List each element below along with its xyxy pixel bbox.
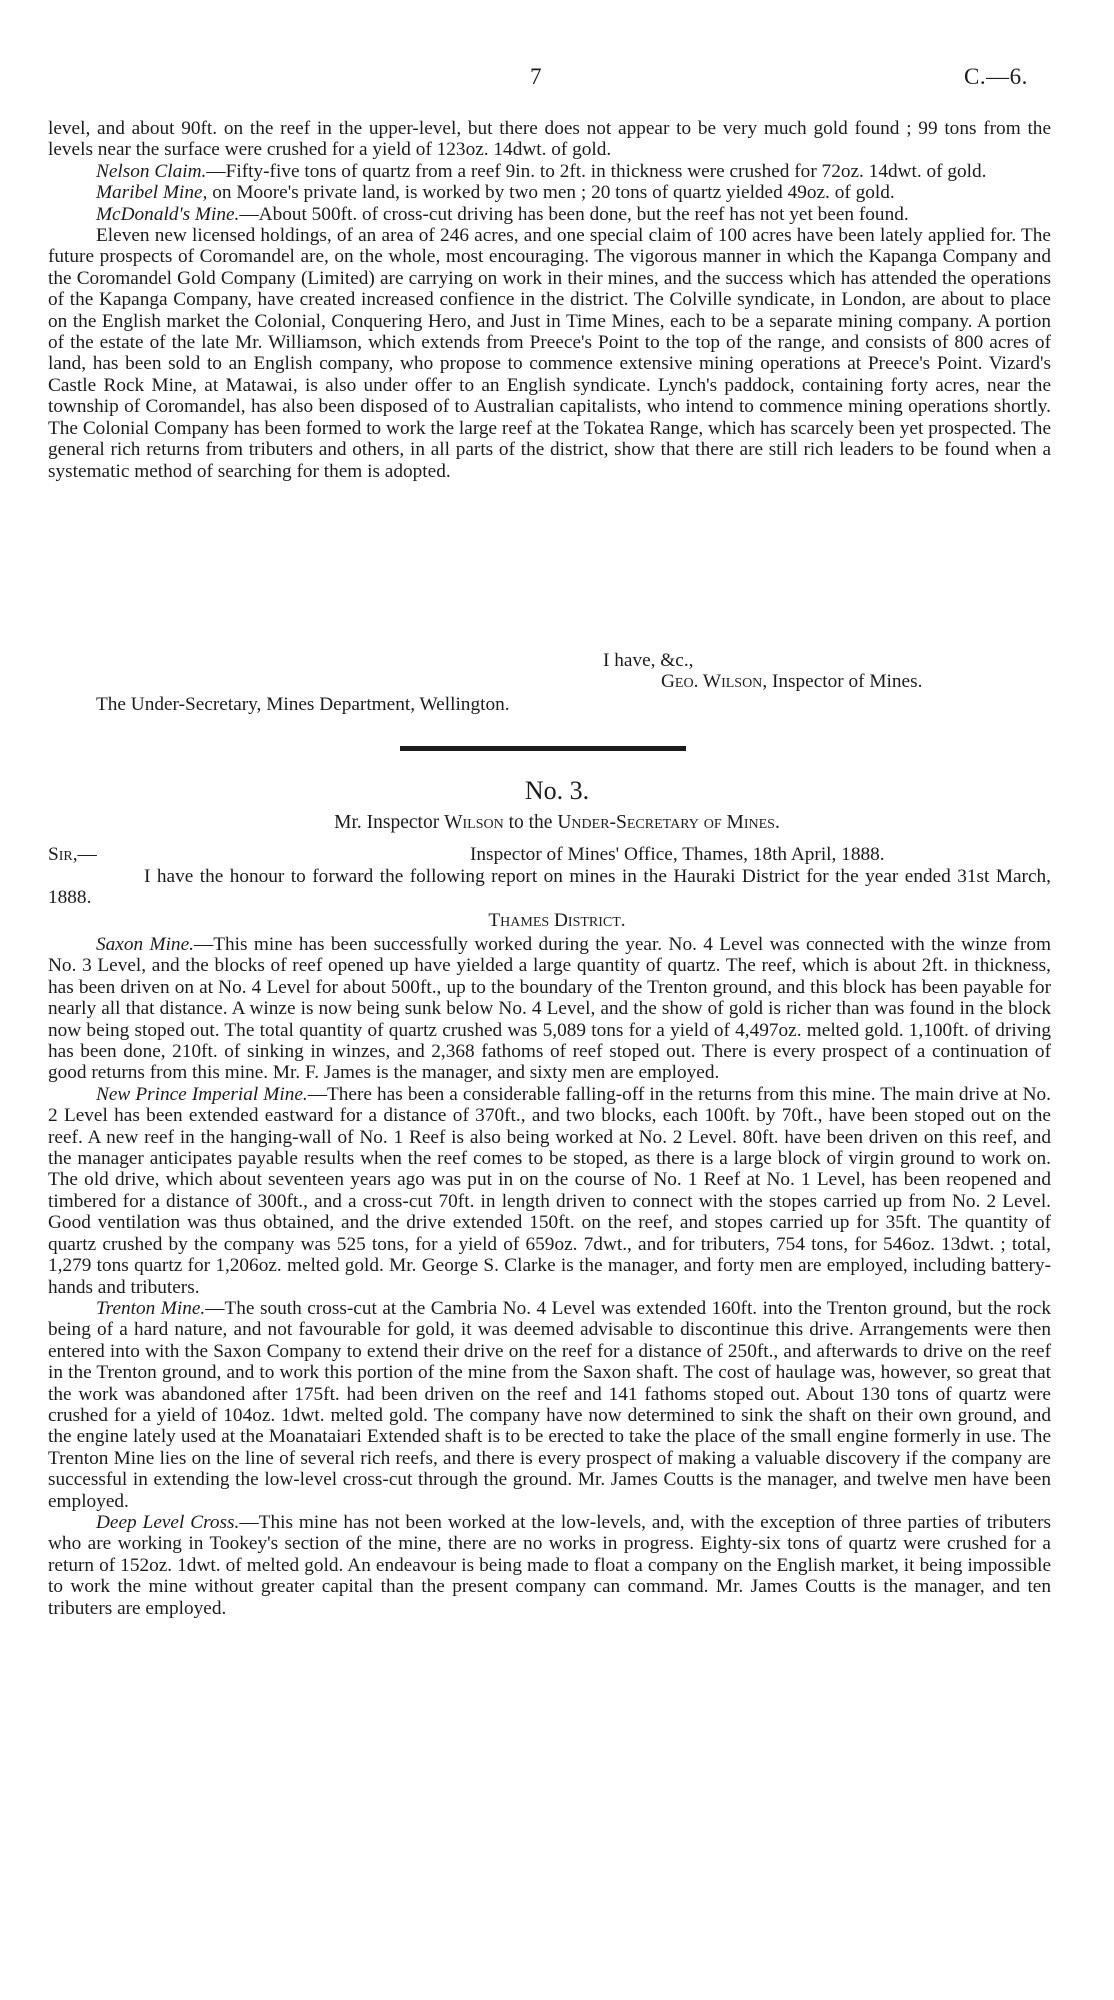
- paragraph-mcdonalds-mine: McDonald's Mine.—About 500ft. of cross-cut driving has been done, but the reef has not yet been found.: [96, 203, 909, 225]
- paragraph-intro: I have the honour to forward the following report on mines in the Hauraki District for the year ended 31st March, 1888.: [48, 866, 1051, 909]
- heading-saxon-mine: Saxon Mine.: [96, 934, 194, 955]
- signature-line: Geo. Wilson, Inspector of Mines.: [661, 671, 923, 692]
- signature-closing: I have, &c.,: [603, 650, 694, 671]
- paragraph-maribel-mine: Maribel Mine, on Moore's private land, is worked by two men ; 20 tons of quartz yielded 49oz. of gold.: [96, 182, 895, 204]
- heading-trenton-mine: Trenton Mine.: [96, 1297, 206, 1319]
- heading-mcdonalds-mine: McDonald's Mine.: [96, 203, 240, 225]
- signatory-name: Geo. Wilson: [661, 671, 763, 692]
- page-number: 7: [530, 64, 542, 89]
- paragraph-trenton-mine: Trenton Mine.—The south cross-cut at the Cambria No. 4 Level was extended 160ft. into the Trenton ground, but the rock being of a hard nature, and not favourable for gold, it was deemed advisable to discontinue this drive. Arrangements were then entered into with the Saxon Company to extend their drive on the reef for a distance of 250ft., and afterwards to drive on the reef in the Trenton ground, and to work this portion of the mine from the Saxon shaft. The cost of haulage was, however, so great that the work was abandoned after 175ft. had been driven on the reef and 141 fathoms stoped out. About 130 tons of quartz were crushed for a yield of 104oz. 1dwt. melted gold. The company have now determined to sink the shaft on their own ground, and the engine lately used at the Moanataiari Extended shaft is to be erected to take the place of the small engine formerly in use. The Trenton Mine lies on the line of several rich reefs, and there is every prospect of making a valuable discovery if the company are successful in extending the low-level cross-cut through the ground. Mr. James Coutts is the manager, and twelve men have been employed.: [48, 1297, 1051, 1512]
- section-number: No. 3.: [524, 776, 590, 805]
- paragraph-deep-level-cross: Deep Level Cross.—This mine has not been worked at the low-levels, and, with the exception of three parties of tributers who are working in Tookey's section of the mine, there are no works in progress. Eighty-six tons of quartz were crushed for a return of 152oz. 1dwt. of melted gold. An endeavour is being made to float a company on the English market, it being impossible to work the mine without greater capital than the present company can command. Mr. James Coutts is the manager, and ten tributers are employed.: [48, 1511, 1051, 1619]
- paragraph-saxon-mine: Saxon Mine.—This mine has been successfully worked during the year. No. 4 Level was connected with the winze from No. 3 Level, and the blocks of reef opened up have yielded a large quantity of quartz. The reef, which is about 2ft. in thickness, has been driven on at No. 4 Level for about 500ft., up to the boundary of the Trenton ground, and this block has been payable for nearly all that distance. A winze is now being sunk below No. 4 Level, and the show of gold is richer than was found in the block now being stoped out. The total quantity of quartz crushed was 5,089 tons for a yield of 4,497oz. melted gold. 1,100ft. of driving has been done, 210ft. of sinking in winzes, and 2,368 fathoms of reef stoped out. There is every prospect of a continuation of good returns from this mine. Mr. F. James is the manager, and sixty men are employed.: [48, 934, 1051, 1084]
- heading-deep-level-cross: Deep Level Cross.: [96, 1511, 240, 1533]
- salutation: Sir,—: [48, 844, 97, 865]
- paragraph-upper-level: level, and about 90ft. on the reef in the upper-level, but there does not appear to be very much gold found ; 99 tons from the levels near the surface were crushed for a yield of 123oz. 14dwt. of gold.: [48, 118, 1051, 161]
- document-reference: C.—6.: [964, 64, 1028, 89]
- section-divider: [400, 746, 686, 751]
- intro-block: [48, 866, 1051, 909]
- thames-mines: [48, 934, 1051, 1619]
- paragraph-new-prince-imperial: New Prince Imperial Mine.—There has been a considerable falling-off in the returns from this mine. The main drive at No. 2 Level has been extended eastward for a distance of 370ft., and two blocks, each 100ft. by 70ft., have been stoped out on the reef. A new reef in the hanging-wall of No. 1 Reef is also being worked at No. 2 Level. 80ft. have been driven on this reef, and the manager anticipates payable results when the reef comes to be stoped, as there is a large block of virgin ground to work on. The old drive, which about seventeen years ago was put in on the course of No. 1 Reef at No. 1 Level, has been reopened and timbered for a distance of 300ft., and a cross-cut 70ft. in length driven to connect with the stopes carried up from No. 2 Level. Good ventilation was thus obtained, and the drive extended 150ft. on the reef, and stopes carried up for 35ft. The quantity of quartz crushed by the company was 525 tons, for a yield of 659oz. 7dwt., and for tributers, 754 tons, for 546oz. 13dwt. ; total, 1,279 tons quartz for 1,206oz. melted gold. Mr. George S. Clarke is the manager, and forty men are employed, including battery-hands and tributers.: [48, 1083, 1051, 1298]
- heading-nelson-claim: Nelson Claim.: [96, 160, 207, 182]
- paragraph-nelson-claim: Nelson Claim.—Fifty-five tons of quartz from a reef 9in. to 2ft. in thickness were crushed for 72oz. 14dwt. of gold.: [96, 160, 987, 182]
- paragraph-prospects: Eleven new licensed holdings, of an area of 246 acres, and one special claim of 100 acres have been lately applied for. The future prospects of Coromandel are, on the whole, most encouraging. The vigorous manner in which the Kapanga Company and the Coromandel Gold Company (Limited) are carrying on work in their mines, and the success which has attended the operations of the Kapanga Company, have created increased confience in the district. The Colville syndicate, in London, are about to place on the English market the Colonial, Conquering Hero, and Just in Time Mines, each to be a separate mining company. A portion of the estate of the late Mr. Williamson, which extends from Preece's Point to the top of the range, and consists of 800 acres of land, has been sold to an English company, who propose to commence extensive mining operations at Preece's Point. Vizard's Castle Rock Mine, at Matawai, is also under offer to an English syndicate. Lynch's paddock, containing forty acres, near the township of Coromandel, has also been disposed of to Australian capitalists, who intend to commence mining operations shortly. The Colonial Company has been formed to work the large reef at the Tokatea Range, which has scarcely been yet prospected. The general rich returns from tributers and others, in all parts of the district, show that there are still rich leaders to be found when a systematic method of searching for them is adopted.: [48, 225, 1051, 482]
- office-date-line: Inspector of Mines' Office, Thames, 18th April, 1888.: [470, 844, 885, 865]
- district-heading: Thames District.: [488, 910, 626, 931]
- addressee-line: The Under-Secretary, Mines Department, Wellington.: [96, 694, 510, 715]
- heading-new-prince-imperial: New Prince Imperial Mine.: [96, 1083, 308, 1105]
- coromandel-continuation: [48, 118, 1051, 482]
- heading-maribel-mine: Maribel Mine,: [96, 182, 208, 204]
- letter-route: Mr. Inspector Wilson to the Under-Secretary of Mines.: [334, 812, 780, 833]
